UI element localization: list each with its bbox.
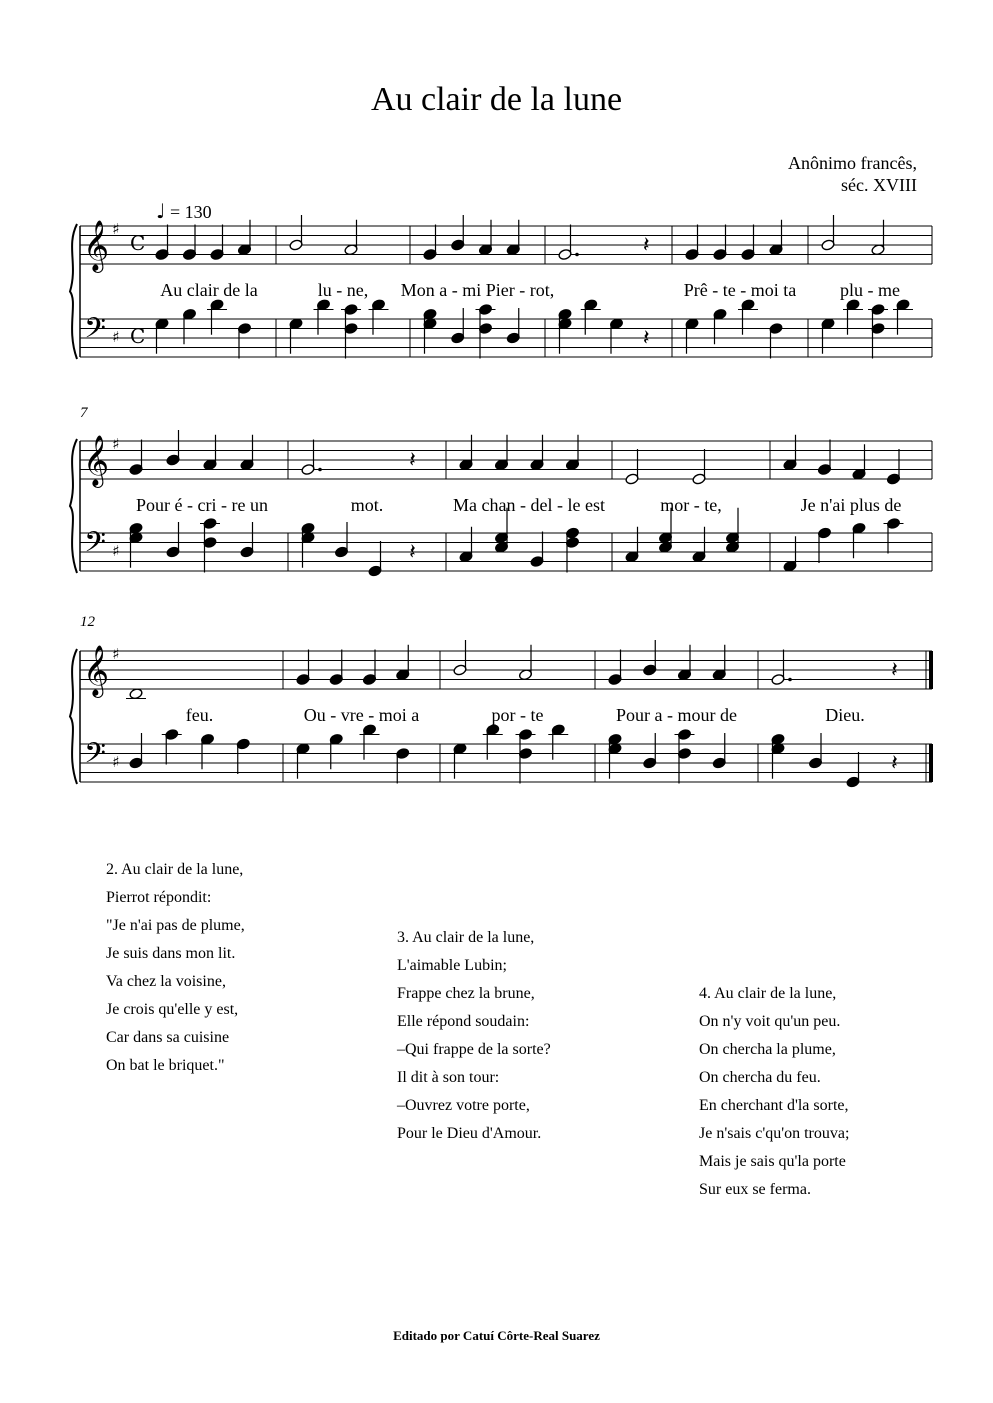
system-number-2: 7 [80, 405, 88, 421]
sharp-key-icon: ♯ [112, 542, 120, 560]
tempo-value: = 130 [169, 202, 212, 222]
stanza-line: En cherchant d'la sorte, [699, 1097, 849, 1114]
lyric-measure: Ma chan - del - le est [453, 495, 605, 515]
time-signature: C [130, 231, 146, 255]
lyric-measure: Ou - vre - moi a [303, 705, 420, 725]
lyric-measure: Pour a - mour de [616, 705, 737, 725]
sharp-key-icon: ♯ [112, 435, 120, 453]
system-number-3: 12 [80, 614, 95, 630]
lyric-measure: Mon a - mi Pier - rot, [400, 280, 555, 300]
stanza-line: Va chez la voisine, [106, 973, 226, 990]
lyric-measure: Au clair de la [160, 280, 258, 300]
lyric-measure: plu - me [840, 280, 900, 300]
quarter-rest-icon: 𝄽 [642, 233, 650, 258]
stanza-line: Pierrot répondit: [106, 889, 212, 906]
quarter-rest-icon: 𝄽 [891, 658, 898, 683]
stanza-line: 4. Au clair de la lune, [699, 985, 837, 1002]
brace-icon [70, 649, 77, 784]
stanza-line: Je suis dans mon lit. [106, 945, 236, 962]
lyric-measure: por - te [491, 705, 544, 725]
lyric-measure: mor - te, [660, 495, 722, 515]
treble-clef-icon: 𝄞 [82, 220, 110, 271]
lyric-measure: Pour é - cri - re un [136, 495, 268, 515]
stanza-line: –Qui frappe de la sorte? [397, 1041, 551, 1058]
editor-credit: Editado por Catuí Côrte-Real Suarez [393, 1328, 600, 1343]
quarter-rest-icon: 𝄽 [409, 540, 416, 565]
stanza-line: 2. Au clair de la lune, [106, 861, 244, 878]
sharp-key-icon: ♯ [112, 645, 120, 663]
stanza-line: Frappe chez la brune, [397, 985, 535, 1002]
sharp-key-icon: ♯ [112, 328, 120, 346]
brace-icon [70, 224, 77, 359]
treble-clef-icon: 𝄞 [82, 645, 110, 696]
lyric-measure: Prê - te - moi ta [683, 280, 797, 300]
composer-line-1: Anônimo francês, [788, 153, 917, 173]
stanza-line: L'aimable Lubin; [397, 957, 507, 974]
stanza-line: –Ouvrez votre porte, [397, 1097, 530, 1114]
stanza-line: On bat le briquet." [106, 1057, 225, 1074]
lyric-measure: lu - ne, [317, 280, 369, 300]
brace-icon [70, 439, 77, 573]
stanza-line: Je crois qu'elle y est, [106, 1001, 239, 1018]
stanza-line: Sur eux se ferma. [699, 1181, 811, 1198]
treble-clef-icon: 𝄞 [82, 435, 110, 486]
dot [318, 468, 322, 472]
bass-clef-icon: 𝄢 [84, 737, 106, 777]
lyric-measure: mot. [350, 495, 384, 515]
stanza-line: 3. Au clair de la lune, [397, 929, 535, 946]
stanza-line: Mais je sais qu'la porte [699, 1153, 846, 1170]
stanza-2 [106, 856, 245, 1080]
stanza-line: On chercha du feu. [699, 1069, 821, 1086]
quarter-note-icon: ♩ [156, 199, 166, 223]
dot [575, 253, 579, 257]
sharp-key-icon: ♯ [112, 753, 120, 771]
bass-clef-icon: 𝄢 [84, 526, 106, 566]
stanza-line: Je n'sais c'qu'on trouva; [699, 1125, 850, 1142]
stanza-line: Elle répond soudain: [397, 1013, 530, 1030]
stanza-line: On n'y voit qu'un peu. [699, 1013, 841, 1030]
sharp-key-icon: ♯ [112, 220, 120, 238]
song-title: Au clair de la lune [370, 81, 623, 118]
stanza-3 [397, 924, 551, 1148]
bass-clef-icon: 𝄢 [84, 312, 106, 352]
stanza-line: Car dans sa cuisine [106, 1029, 230, 1046]
stanza-4 [699, 980, 849, 1204]
lyric-measure: Dieu. [825, 705, 865, 725]
time-signature: C [130, 324, 146, 348]
quarter-rest-icon: 𝄽 [642, 326, 650, 351]
stanza-line: On chercha la plume, [699, 1041, 836, 1058]
stanza-line: Pour le Dieu d'Amour. [397, 1125, 542, 1142]
composer-line-2: séc. XVIII [841, 175, 917, 195]
lyric-measure: Je n'ai plus de [800, 495, 902, 515]
dot [788, 678, 792, 682]
stanza-line: "Je n'ai pas de plume, [106, 917, 245, 934]
stanza-line: Il dit à son tour: [397, 1069, 500, 1086]
quarter-rest-icon: 𝄽 [409, 448, 416, 473]
quarter-rest-icon: 𝄽 [891, 751, 898, 776]
lyric-measure: feu. [185, 705, 214, 725]
